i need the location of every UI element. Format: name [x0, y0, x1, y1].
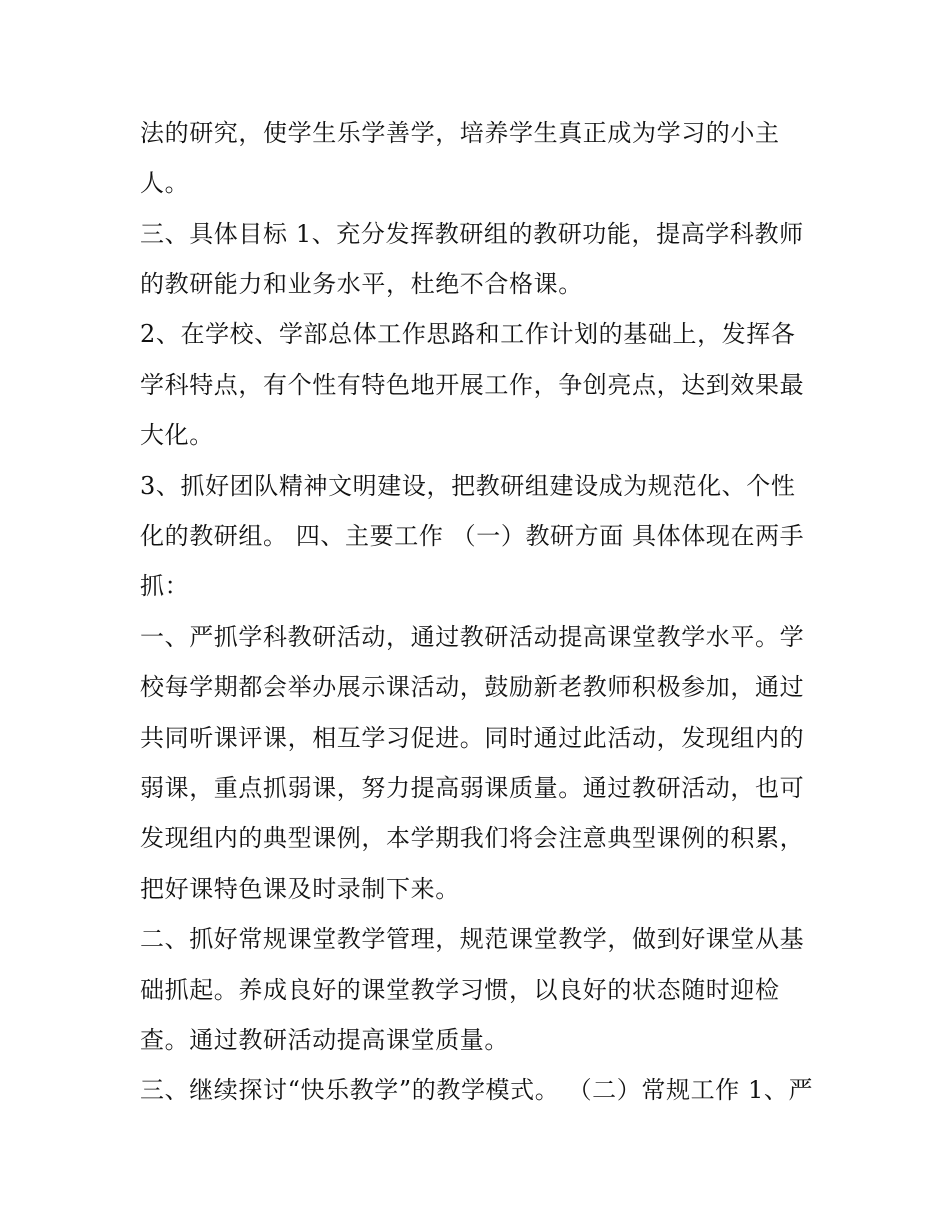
- text-line: 一、严抓学科教研活动，通过教研活动提高课堂教学水平。学: [140, 623, 805, 651]
- text-line: 弱课，重点抓弱课，努力提高弱课质量。通过教研活动，也可: [140, 774, 805, 802]
- text-line: 抓：: [140, 572, 190, 600]
- text-line: 学科特点，有个性有特色地开展工作，争创亮点，达到效果最: [140, 371, 805, 399]
- text-line: 化的教研组。 四、主要工作 （一）教研方面 具体体现在两手: [140, 522, 805, 550]
- text-line: 大化。: [140, 421, 214, 449]
- text-line: 查。通过教研活动提高课堂质量。: [140, 1026, 509, 1054]
- text-line: 2、在学校、学部总体工作思路和工作计划的基础上，发挥各: [140, 320, 796, 348]
- text-line: 把好课特色课及时录制下来。: [140, 875, 460, 903]
- text-line: 二、抓好常规课堂教学管理，规范课堂教学，做到好课堂从基: [140, 925, 805, 953]
- text-line: 共同听课评课，相互学习促进。同时通过此活动，发现组内的: [140, 724, 805, 752]
- text-line: 校每学期都会举办展示课活动，鼓励新老教师积极参加，通过: [140, 673, 805, 701]
- text-line: 三、具体目标 1、充分发挥教研组的教研功能，提高学科教师: [140, 220, 804, 248]
- text-line: 发现组内的典型课例，本学期我们将会注意典型课例的积累，: [140, 824, 805, 852]
- text-line: 的教研能力和业务水平，杜绝不合格课。: [140, 270, 583, 298]
- text-line: 法的研究，使学生乐学善学，培养学生真正成为学习的小主: [140, 119, 780, 147]
- text-line: 础抓起。养成良好的课堂教学习惯，以良好的状态随时迎检: [140, 976, 780, 1004]
- text-line: 三、继续探讨“快乐教学”的教学模式。 （二）常规工作 1、严: [140, 1076, 814, 1104]
- text-line: 人。: [140, 169, 190, 197]
- text-line: 3、抓好团队精神文明建设，把教研组建设成为规范化、个性: [140, 472, 796, 500]
